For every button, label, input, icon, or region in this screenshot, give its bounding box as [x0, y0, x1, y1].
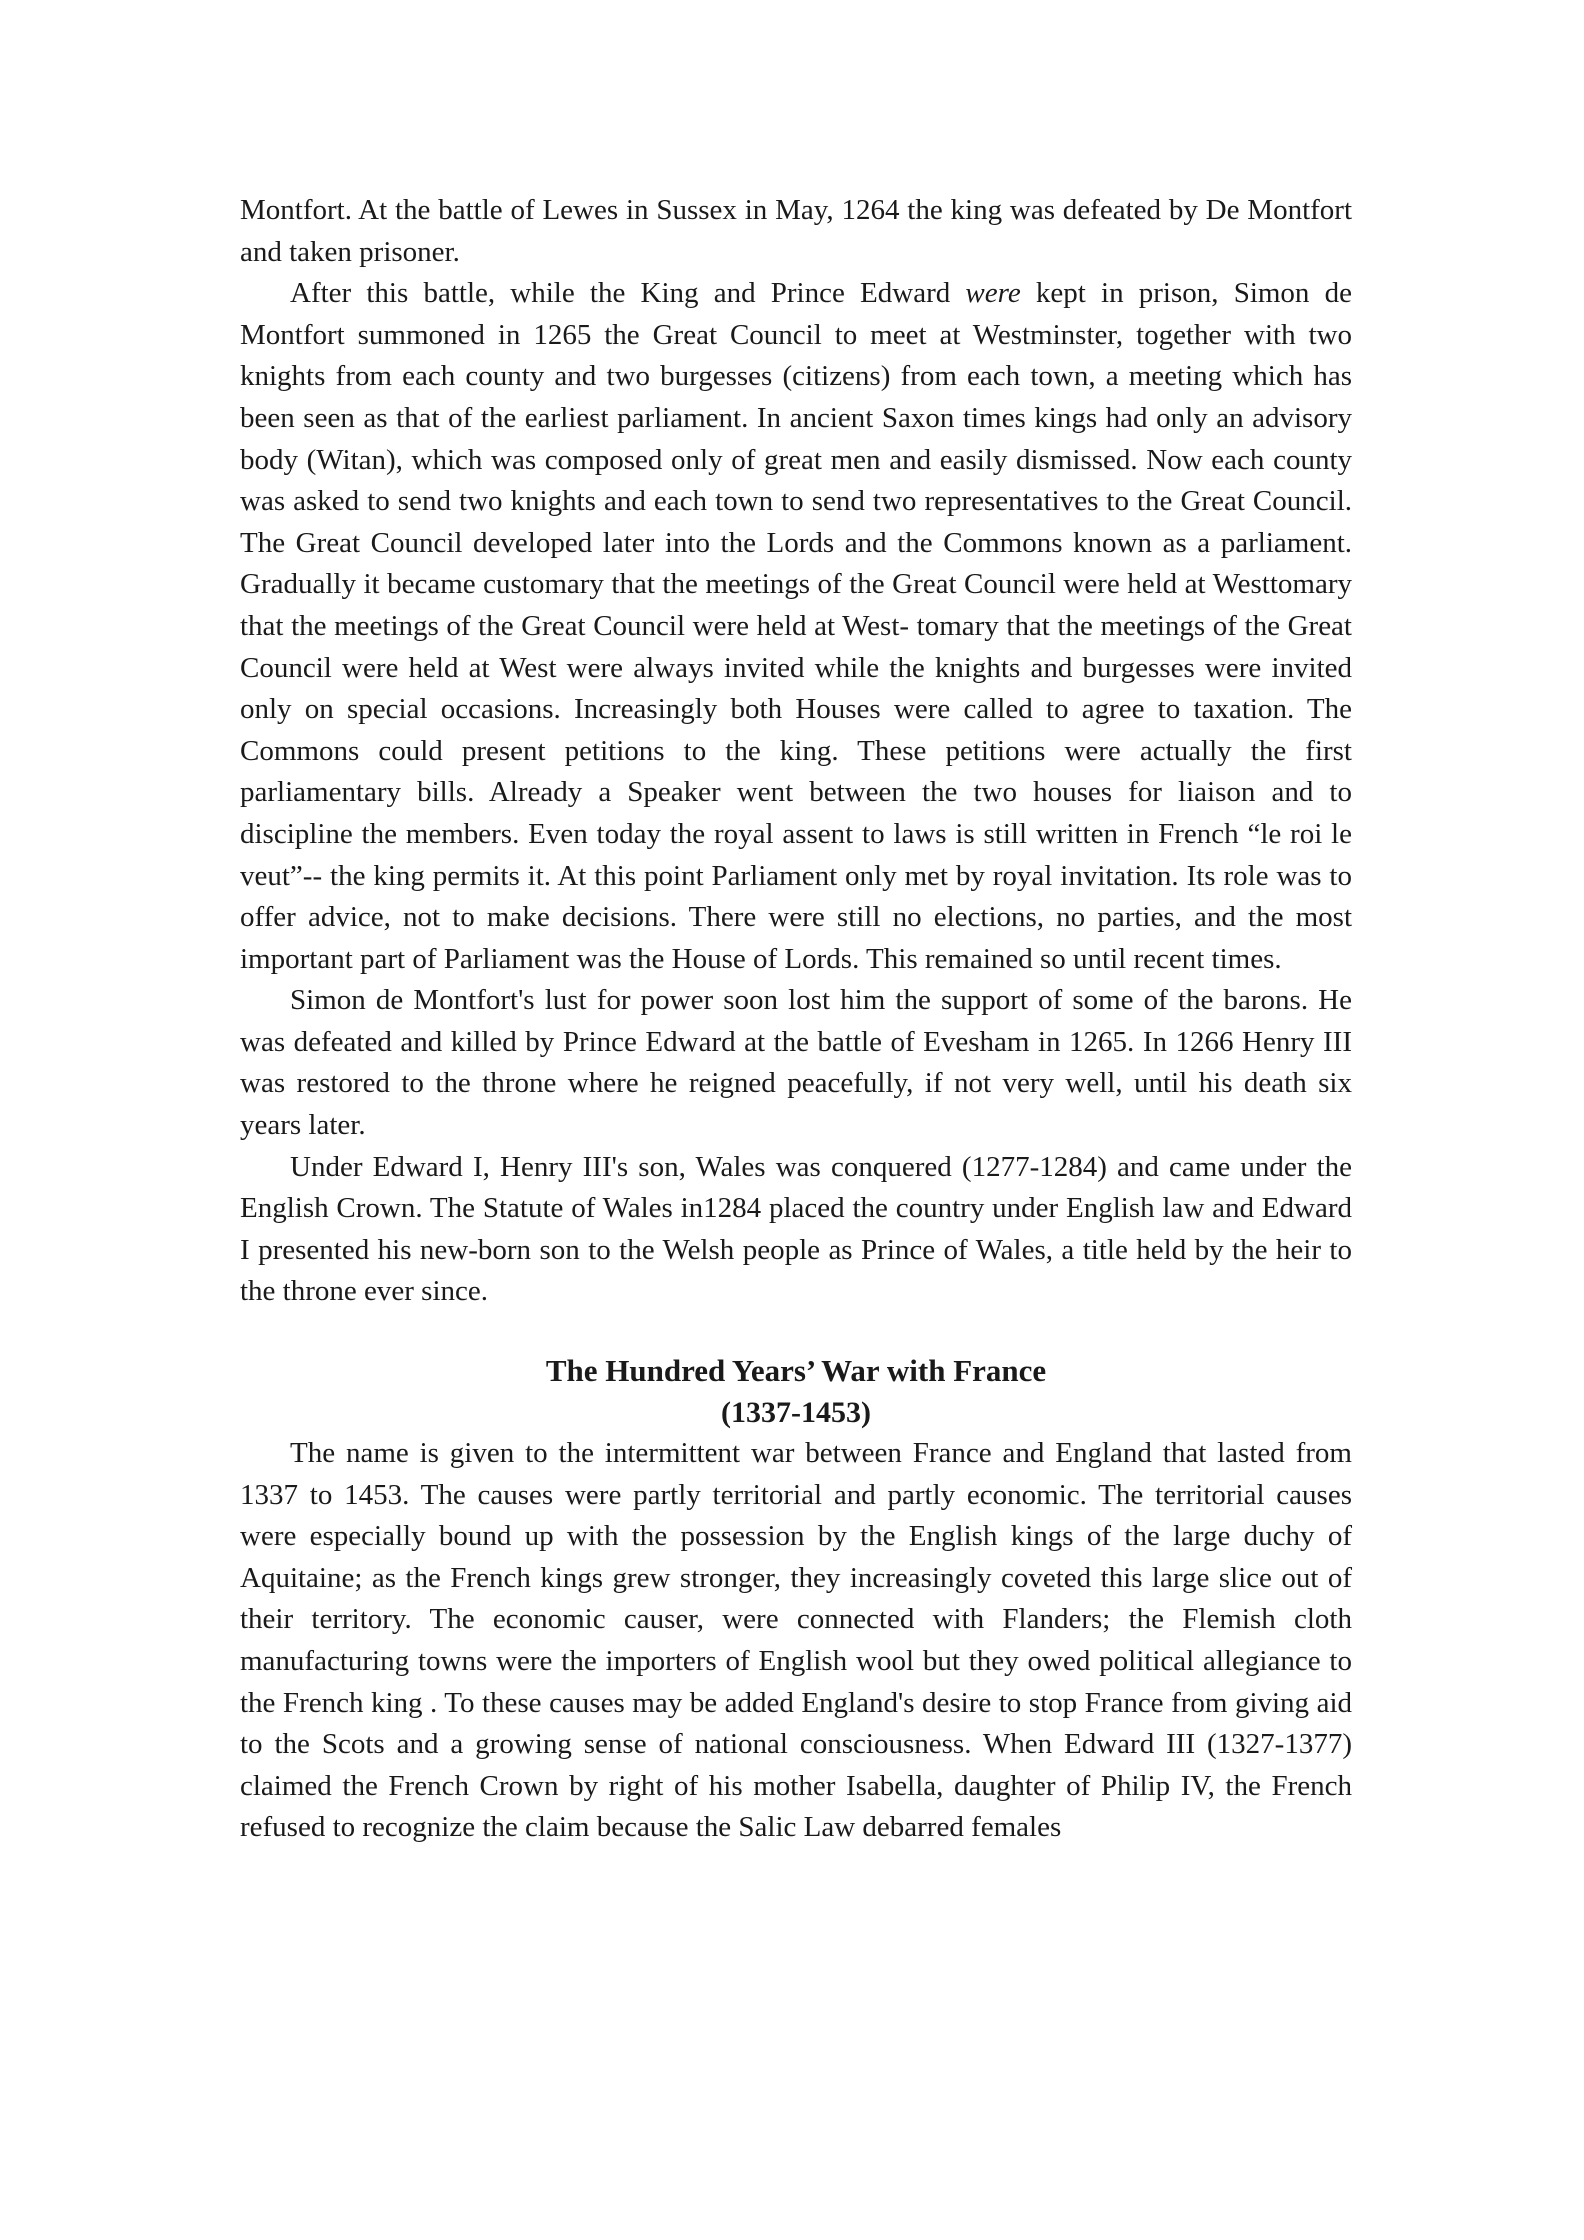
paragraph-great-council: [240, 273, 1352, 980]
section-title: The Hundred Years’ War with France: [545, 1353, 1047, 1389]
emphasis-were: were: [965, 277, 1021, 310]
paragraph-hundred-years-war: The name is given to the intermittent war between France and England that lasted from 1337 to 1453. The causes were partly territorial and partly economic. The territorial causes were especially bound up with the possession by the English kings of the large duchy of Aquitaine; as the French kings grew stronger, they increasingly coveted this large slice out of their territory. The economic causer, were connected with Flanders; the Flemish cloth manufacturing towns were the importers of English wool but they owed political allegiance to the French king . To these causes may be added England's desire to stop France from giving aid to the Scots and a growing sense of national consciousness. When Edward III (1327-1377) claimed the French Crown by right of his mother Isabella, daughter of Philip IV, the French refused to recognize the claim because the Salic Law debarred females: [240, 1437, 1352, 1844]
paragraph-great-council-rest: kept in prison, Simon de Montfort summoned in 1265 the Great Council to meet at Westminster, together with two knights from each county and two burgesses (citizens) from each town, a meeting which has been seen as that of the earliest parliament. In ancient Saxon times kings had only an advisory body (Witan), which was composed only of great men and easily dismissed. Now each county was asked to send two knights and each town to send two representatives to the Great Council. The Great Council developed later into the Lords and the Commons known as a parliament. Gradually it became customary that the meetings of the Great Council were held at Westtomary that the meetings of the Great Council were held at West- tomary that the meetings of the Great Council were held at West were always invited while the knights and burgesses were invited only on special occasions. Increasingly both Houses were called to agree to taxation. The Commons could present petitions to the king. These petitions were actually the first parliamentary bills. Already a Speaker went between the two houses for liaison and to discipline the members. Even today the royal assent to laws is still written in French “le roi le veut”-- the king permits it. At this point Parliament only met by royal invitation. Its role was to offer advice, not to make decisions. There were still no elections, no parties, and the most important part of Parliament was the House of Lords. This remained so until recent times.: [240, 277, 1352, 975]
paragraph-montfort-defeat: Simon de Montfort's lust for power soon lost him the support of some of the barons. He was defeated and killed by Prince Edward at the battle of Evesham in 1265. In 1266 Henry III was restored to the throne where he reigned peacefully, if not very well, until his death six years later.: [240, 984, 1352, 1142]
section-heading: [240, 1349, 1352, 1433]
paragraph-lewes: Montfort. At the battle of Lewes in Sussex in May, 1264 the king was defeated by De Montfort and taken prisoner.: [240, 194, 1352, 268]
document-page: [240, 190, 1352, 1849]
paragraph-wales: Under Edward I, Henry III's son, Wales was conquered (1277-1284) and came under the English Crown. The Statute of Wales in1284 placed the country under English law and Edward I presented his new-born son to the Welsh people as Prince of Wales, a title held by the heir to the throne ever since.: [240, 1150, 1352, 1308]
section-dates: (1337-1453): [721, 1396, 871, 1430]
paragraph-great-council-start: After this battle, while the King and Prince Edward: [290, 277, 966, 310]
